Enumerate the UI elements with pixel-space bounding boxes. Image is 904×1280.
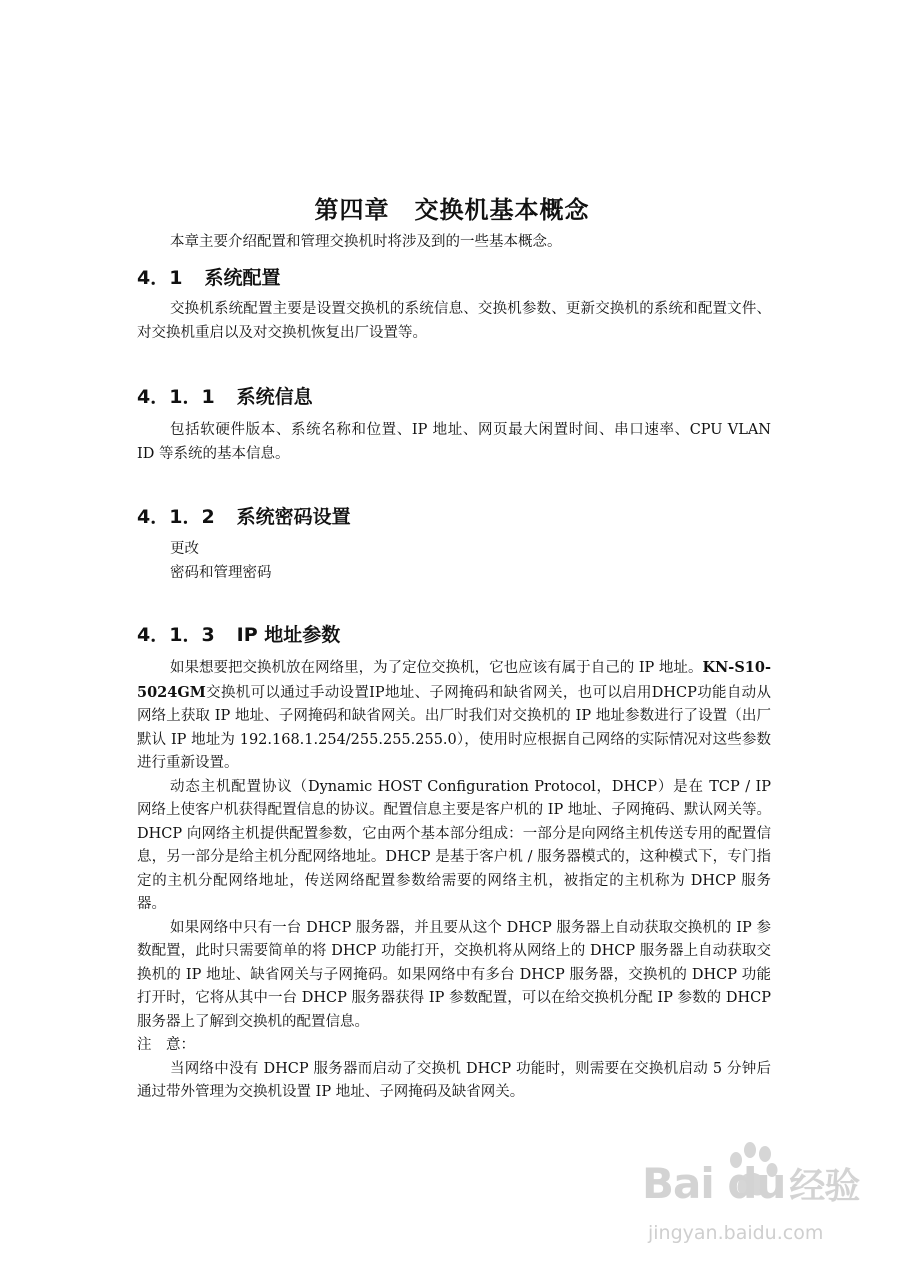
watermark-logo-cn: 经验 bbox=[789, 1166, 860, 1207]
section-4-1-body bbox=[137, 298, 771, 345]
paragraph: 包括软硬件版本、系统名称和位置、IP 地址、网页最大闲置时间、串口速率、CPU VLAN ID 等系统的基本信息。 bbox=[137, 422, 771, 462]
paragraph-lead: 如果想要把交换机放在网络里，为了定位交换机，它也应该有属于自己的 IP 地址。 bbox=[170, 660, 703, 676]
section-heading-4-1-2 bbox=[137, 502, 351, 529]
section-number: 4．1．3 bbox=[137, 624, 215, 646]
section-4-1-3-body bbox=[137, 656, 771, 1105]
paragraph: 交换机系统配置主要是设置交换机的系统信息、交换机参数、更新交换机的系统和配置文件、对交换机重启以及对交换机恢复出厂设置等。 bbox=[137, 301, 771, 341]
baidu-watermark bbox=[640, 1140, 880, 1270]
section-title: 系统密码设置 bbox=[236, 506, 351, 528]
section-4-1-2-body bbox=[137, 538, 771, 585]
note-label: 注 意： bbox=[137, 1037, 195, 1053]
text-line: 密码和管理密码 bbox=[170, 564, 272, 581]
text-line: 更改 bbox=[170, 541, 199, 557]
paragraph-dhcp-definition: 动态主机配置协议（Dynamic HOST Configuration Protocol，DHCP）是在 TCP / IP 网络上使客户机获得配置信息的协议。配置信息主要是客户机的 IP 地址、子网掩码、默认网关等。DHCP 向网络主机提供配置参数，它由两个基本部分组成：一部分是向网络主机传送专用的配置信息，另一部分是给主机分配网络地址。DHCP 是基于客户机 / 服务器模式的，这种模式下，专门指定的主机分配网络地址，传送网络配置参数给需要的网络主机，被指定的主机称为 DHCP 服务器。 bbox=[137, 778, 771, 912]
section-title: IP 地址参数 bbox=[236, 624, 341, 646]
chapter-intro-text: 本章主要介绍配置和管理交换机时将涉及到的一些基本概念。 bbox=[170, 234, 562, 250]
section-heading-4-1-3 bbox=[137, 620, 340, 647]
section-number: 4．1 bbox=[137, 267, 183, 289]
paragraph-dhcp-usage: 如果网络中只有一台 DHCP 服务器，并且要从这个 DHCP 服务器上自动获取交换机的 IP 参数配置，此时只需要简单的将 DHCP 功能打开，交换机将从网络上的 DHCP 服务器上自动获取交换机的 IP 地址、缺省网关与子网掩码。如果网络中有多台 DHCP 服务器，交换机的 DHCP 功能打开时，它将从其中一台 DHCP 服务器获得 IP 参数配置，可以在给交换机分配 IP 参数的 DHCP 服务器上了解到交换机的配置信息。 bbox=[137, 919, 771, 1030]
chapter-intro bbox=[137, 231, 771, 255]
section-4-1-1-body bbox=[137, 419, 771, 466]
chapter-title: 第四章 交换机基本概念 bbox=[314, 196, 590, 224]
model-name: KN-S10-5024GM bbox=[137, 659, 771, 701]
section-heading-4-1-1 bbox=[137, 382, 313, 409]
paragraph-ip-intro bbox=[137, 656, 771, 776]
section-title: 系统配置 bbox=[204, 267, 281, 289]
note-body: 当网络中没有 DHCP 服务器而启动了交换机 DHCP 功能时，则需要在交换机启动 5 分钟后通过带外管理为交换机设置 IP 地址、子网掩码及缺省网关。 bbox=[137, 1060, 771, 1100]
watermark-logo-latin: Bai du bbox=[642, 1159, 786, 1208]
section-number: 4．1．1 bbox=[137, 386, 215, 408]
watermark-url: jingyan.baidu.com bbox=[648, 1222, 824, 1244]
section-heading-4-1 bbox=[137, 263, 280, 290]
paragraph-rest: 交换机可以通过手动设置IP地址、子网掩码和缺省网关，也可以启用DHCP功能自动从网络上获取 IP 地址、子网掩码和缺省网关。出厂时我们对交换机的 IP 地址参数进行了设置（出厂默认 IP 地址为 192.168.1.254/255.255.255.0），使用时应根据自己网络的实际情况对这些参数进行重新设置。 bbox=[137, 684, 771, 771]
section-title: 系统信息 bbox=[236, 386, 313, 408]
section-number: 4．1．2 bbox=[137, 506, 215, 528]
watermark-logo bbox=[642, 1158, 859, 1209]
